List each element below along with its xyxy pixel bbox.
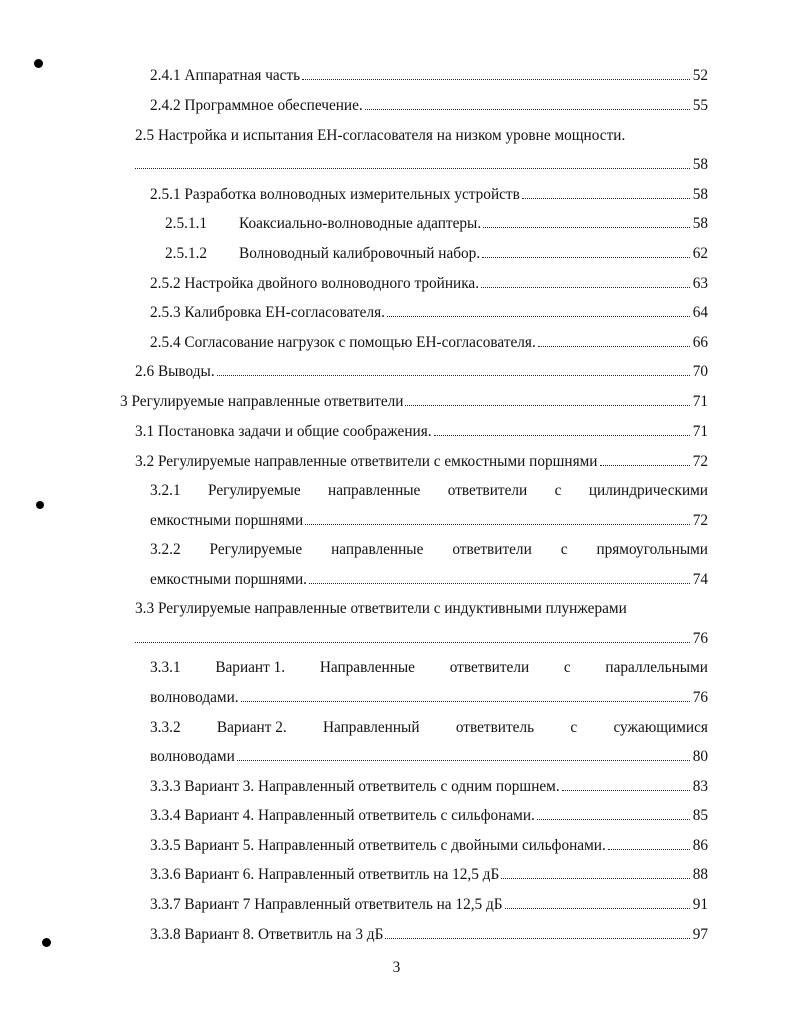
toc-entry[interactable]	[150, 301, 708, 325]
toc-entry[interactable]	[135, 124, 708, 148]
toc-entry-number: 3.3.6	[150, 866, 181, 883]
dot-leader	[387, 304, 690, 317]
toc-entry-page: 55	[692, 97, 708, 114]
toc-entry[interactable]	[120, 390, 708, 414]
toc-entry-page: 58	[692, 156, 708, 173]
toc-entry-number: 3.3.1	[150, 659, 181, 676]
toc-entry-continuation	[150, 568, 708, 592]
toc-entry-title: Программное обеспечение.	[184, 97, 363, 114]
toc-entry-title: Коаксиально-волноводные адаптеры.	[239, 215, 482, 232]
toc-entry-title-word: ответвители	[447, 482, 528, 499]
toc-entry-continuation	[135, 153, 708, 177]
toc-entry-number: 2.4.1	[150, 67, 181, 84]
toc-entry-page: 97	[692, 926, 708, 943]
dot-leader	[385, 926, 689, 939]
toc-entry-title-word: Направленный	[322, 719, 420, 736]
binder-hole-middle	[36, 501, 44, 509]
toc-entry[interactable]	[135, 420, 708, 444]
toc-entry-title: Вариант 3. Направленный ответвитель с одним поршнем.	[184, 778, 560, 795]
toc-entry-title: Регулируемые направленные ответвители с индуктивными плунжерами	[157, 600, 627, 617]
toc-entry-page: 70	[692, 363, 708, 380]
toc-entry[interactable]	[150, 716, 708, 740]
binder-hole-bottom	[42, 938, 51, 947]
toc-entry-continuation	[150, 509, 708, 533]
toc-entry-page: 88	[692, 866, 708, 883]
toc-entry[interactable]	[150, 331, 708, 355]
dot-leader	[365, 97, 690, 110]
dot-leader	[538, 334, 690, 347]
toc-entry[interactable]	[150, 183, 708, 207]
toc-entry-number: 3.3.2	[150, 719, 181, 736]
toc-entry[interactable]	[150, 656, 708, 680]
toc-entry-page: 76	[692, 630, 708, 647]
toc-entry-title-word: ответвители	[449, 659, 530, 676]
toc-entry-page: 58	[692, 186, 708, 203]
dot-leader	[405, 393, 689, 406]
toc-entry-title-word: направленные	[328, 482, 421, 499]
toc-entry-continuation	[150, 745, 708, 769]
toc-entry-title: Настройка и испытания ЕН-согласователя на низком уровне мощности.	[157, 127, 626, 144]
toc-entry-title: Выводы.	[157, 363, 215, 380]
toc-entry[interactable]	[135, 597, 708, 621]
toc-entry-number: 3.1	[135, 423, 155, 440]
toc-entry-title-word: ответвители	[452, 541, 532, 558]
toc-entry-number: 3.3.4	[150, 807, 181, 824]
toc-entry-title: Вариант 8. Ответвитль на 3 дБ	[184, 926, 384, 943]
toc-entry-number: 2.5.1.1	[165, 215, 208, 232]
toc-entry[interactable]	[150, 893, 708, 917]
toc-entry-page: 91	[692, 896, 708, 913]
toc-entry-number: 2.5	[135, 127, 155, 144]
toc-entry-page: 52	[692, 67, 708, 84]
toc-entry-title: Вариант 5. Направленный ответвитель с двойными сильфонами.	[184, 837, 606, 854]
dot-leader	[600, 453, 690, 466]
toc-entry-number: 3.2.1	[150, 482, 181, 499]
toc-entry-number: 2.6	[135, 363, 155, 380]
toc-entry-title: Постановка задачи и общие соображения.	[157, 423, 432, 440]
toc-entry-title-word: цилиндрическими	[588, 482, 708, 499]
toc-entry-number: 2.4.2	[150, 97, 181, 114]
toc-entry-number: 2.5.3	[150, 304, 181, 321]
toc-entry-page: 72	[692, 512, 708, 529]
dot-leader	[237, 748, 690, 761]
toc-entry-continuation	[150, 686, 708, 710]
dot-leader	[217, 363, 690, 376]
toc-entry-page: 62	[692, 245, 708, 262]
toc-entry-number: 3	[120, 393, 128, 410]
toc-entry[interactable]	[150, 479, 708, 503]
binder-hole-top	[34, 59, 43, 68]
toc-entry-title-cont: волноводами	[150, 748, 235, 765]
toc-entry-title: Согласование нагрузок с помощью ЕН-согласователя.	[184, 334, 536, 351]
dot-leader	[505, 896, 690, 909]
toc-entry-title: Регулируемые направленные ответвители	[131, 393, 404, 410]
toc-entry[interactable]	[150, 538, 708, 562]
toc-entry-number: 3.3.3	[150, 778, 181, 795]
toc-entry-title: Вариант 4. Направленный ответвитель с сильфонами.	[184, 807, 535, 824]
dot-leader	[537, 807, 690, 820]
dot-leader	[135, 630, 690, 643]
toc-entry-page: 85	[692, 807, 708, 824]
dot-leader	[482, 245, 690, 258]
toc-entry-number: 2.5.1	[150, 186, 181, 203]
toc-entry-page: 64	[692, 304, 708, 321]
toc-entry-number: 3.3.5	[150, 837, 181, 854]
toc-entry[interactable]	[150, 923, 708, 947]
toc-entry-title-word: Вариант 1.	[215, 659, 286, 676]
dot-leader	[434, 423, 690, 436]
dot-leader	[302, 67, 690, 80]
toc-entry-title-word: прямоугольными	[596, 541, 708, 558]
toc-entry[interactable]	[165, 212, 708, 236]
toc-entry-title-word: Вариант 2.	[216, 719, 287, 736]
toc-entry-number: 3.3	[135, 600, 155, 617]
toc-entry-title: Разработка волноводных измерительных устройств	[184, 186, 520, 203]
toc-entry-number: 3.3.7	[150, 896, 181, 913]
toc-entry-title-word: с	[570, 719, 578, 736]
page-number: 3	[392, 959, 401, 976]
toc-entry[interactable]	[165, 242, 708, 266]
toc-entry[interactable]	[150, 804, 708, 828]
toc-entry-page: 66	[692, 334, 708, 351]
toc-entry-page: 58	[692, 215, 708, 232]
toc-entry-page: 83	[692, 778, 708, 795]
toc-entry-title-word: ответвитель	[455, 719, 535, 736]
toc-entry-number: 2.5.1.2	[165, 245, 208, 262]
toc-entry[interactable]	[150, 64, 708, 88]
dot-leader	[562, 778, 690, 791]
toc-entry-number: 2.5.4	[150, 334, 181, 351]
toc-entry[interactable]	[150, 775, 708, 799]
toc-entry-page: 76	[692, 689, 708, 706]
toc-entry[interactable]	[135, 450, 708, 474]
dot-leader	[309, 571, 690, 584]
toc-entry-title-word: направленные	[331, 541, 424, 558]
toc-entry-title-word: с	[560, 541, 568, 558]
toc-entry-page: 63	[692, 275, 708, 292]
toc-entry-title-word: сужающимися	[613, 719, 708, 736]
toc-entry-title: Вариант 7 Направленный ответвитель на 12,5 дБ	[184, 896, 503, 913]
dot-leader	[522, 186, 690, 199]
dot-leader	[501, 866, 689, 879]
toc-entry-page: 80	[692, 748, 708, 765]
toc-entry[interactable]	[150, 834, 708, 858]
toc-entry-title-cont: емкостными поршнями	[150, 512, 304, 529]
toc-entry-title-cont: волноводами.	[150, 689, 239, 706]
toc-entry-page: 74	[692, 571, 708, 588]
toc-entry-title-word: Регулируемые	[209, 541, 303, 558]
dot-leader	[483, 215, 690, 228]
toc-entry[interactable]	[135, 360, 708, 384]
toc-entry-page: 71	[692, 423, 708, 440]
toc-entry-continuation	[135, 627, 708, 651]
toc-entry-title-cont: емкостными поршнями.	[150, 571, 307, 588]
toc-entry-page: 86	[692, 837, 708, 854]
dot-leader	[608, 837, 690, 850]
toc-entry-title-word: с	[554, 482, 562, 499]
toc-entry-title-word: Направленные	[319, 659, 415, 676]
dot-leader	[135, 156, 690, 169]
dot-leader	[305, 512, 690, 525]
toc-entry-page: 72	[692, 453, 708, 470]
toc-entry[interactable]	[150, 272, 708, 296]
toc-entry-title-word: параллельными	[605, 659, 708, 676]
toc-entry-title: Настройка двойного волноводного тройника.	[184, 275, 480, 292]
toc-entry-title: Регулируемые направленные ответвители с емкостными поршнями	[157, 453, 598, 470]
toc-entry-number: 2.5.2	[150, 275, 181, 292]
toc-entry-number: 3.3.8	[150, 926, 181, 943]
toc-entry-number: 3.2.2	[150, 541, 181, 558]
toc-entry-title: Аппаратная часть	[184, 67, 301, 84]
toc-entry-title: Калибровка ЕН-согласователя.	[184, 304, 385, 321]
dot-leader	[241, 689, 690, 702]
dot-leader	[481, 275, 690, 288]
toc-entry[interactable]	[150, 863, 708, 887]
toc-entry-page: 71	[692, 393, 708, 410]
toc-entry-title-word: Регулируемые	[208, 482, 301, 499]
toc-entry-title: Вариант 6. Направленный ответвитль на 12,5 дБ	[184, 866, 500, 883]
toc-entry[interactable]	[150, 94, 708, 118]
toc-entry-number: 3.2	[135, 453, 155, 470]
toc-entry-title-word: с	[563, 659, 571, 676]
toc-entry-title: Волноводный калибровочный набор.	[239, 245, 481, 262]
